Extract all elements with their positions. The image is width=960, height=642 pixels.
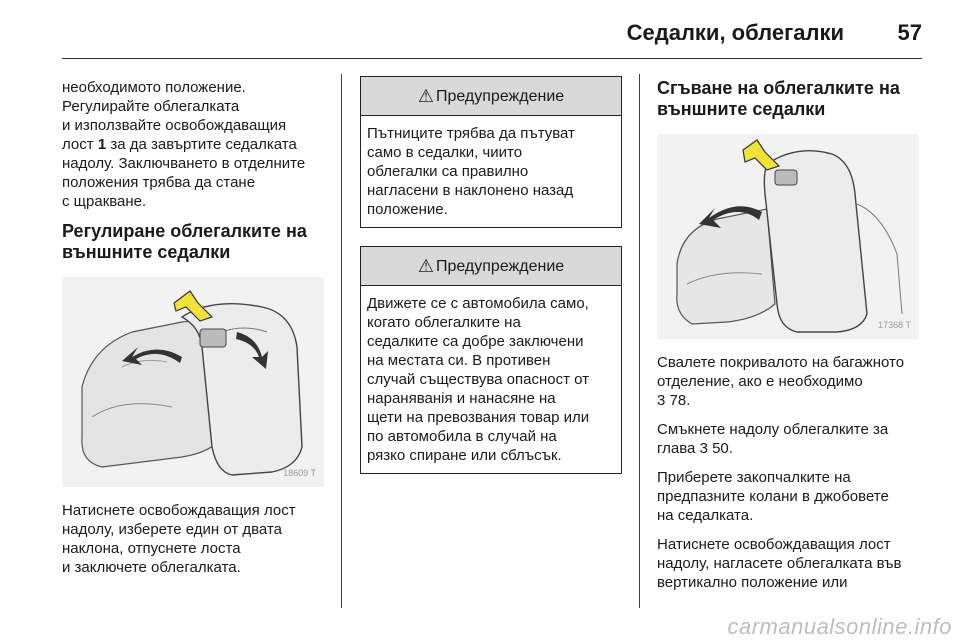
lever-number: 1 (97, 136, 107, 153)
watermark-text: carmanualsonline.info (727, 614, 952, 639)
warning-triangle-icon: ⚠ (417, 255, 434, 276)
column-divider-left (341, 74, 342, 608)
left-column (62, 78, 332, 587)
page-header (62, 0, 922, 59)
warning-header: ⚠ Предупреждение (361, 247, 621, 286)
warning-triangle-icon: ⚠ (417, 85, 434, 106)
page-number: 57 (897, 20, 922, 45)
fold-step-3: Приберете закопчалките на предпазните колани в джобовете на седалката. (657, 469, 889, 524)
figure-code: 18609 T (283, 468, 316, 478)
page-reference-icon: 3 (657, 392, 666, 409)
seat-illustration-graphic (62, 277, 324, 487)
fold-step-4: Натиснете освобождаващия лост надолу, нагласете облегалката във вертикално положение или (657, 536, 902, 591)
adjust-instructions: Натиснете освобождаващия лост надолу, изберете един от двата наклона, отпуснете лоста и заключете облегалката. (62, 502, 296, 576)
warning-text: Движете се с автомобила само, когато облегалките на седалките са добре заключени на местата си. В противен случай съществува опасност от нараняванія и нанасяне на щети на превозвания товар или по автомобила в случай на рязко спиране или сблъсък. (367, 295, 590, 464)
right-column (657, 78, 929, 602)
seat-fold-illustration (657, 134, 919, 339)
seat-fold-graphic (657, 134, 919, 339)
middle-column (360, 76, 622, 492)
page-reference-icon: 3 (699, 440, 708, 457)
page-reference[interactable]: 50. (712, 440, 733, 457)
page-reference[interactable]: 78. (669, 392, 691, 409)
figure-code: 17368 T (878, 320, 911, 330)
warning-box-1 (360, 76, 622, 228)
fold-step-2: Смъкнете надолу облегалките за глава 3 50. (657, 421, 889, 457)
warning-text: Пътниците трябва да пътуват само в седалки, чиито облегалки са правилно нагласени в наклонено назад положение. (367, 125, 575, 218)
section-heading-fold: Сгъване на облегалките на външните седалки (657, 78, 900, 119)
page-title: Седалки, облегалки (626, 20, 844, 45)
column-divider-right (639, 74, 640, 608)
section-heading-adjust: Регулиране облегалките на външните седалки (62, 221, 307, 262)
fold-step-1: Свалете покривалото на багажното отделение, ако е необходимо 3 78. (657, 354, 905, 409)
intro-paragraph: необходимото положение. Регулирайте облегалката и използвайте освобождаващия лост 1 за да завъртите седалката надолу. Заключването в отделните положения трябва да стане с щракване. (62, 79, 306, 210)
seat-adjust-illustration (62, 277, 324, 487)
warning-header: ⚠ Предупреждение (361, 77, 621, 116)
warning-box-2 (360, 246, 622, 474)
